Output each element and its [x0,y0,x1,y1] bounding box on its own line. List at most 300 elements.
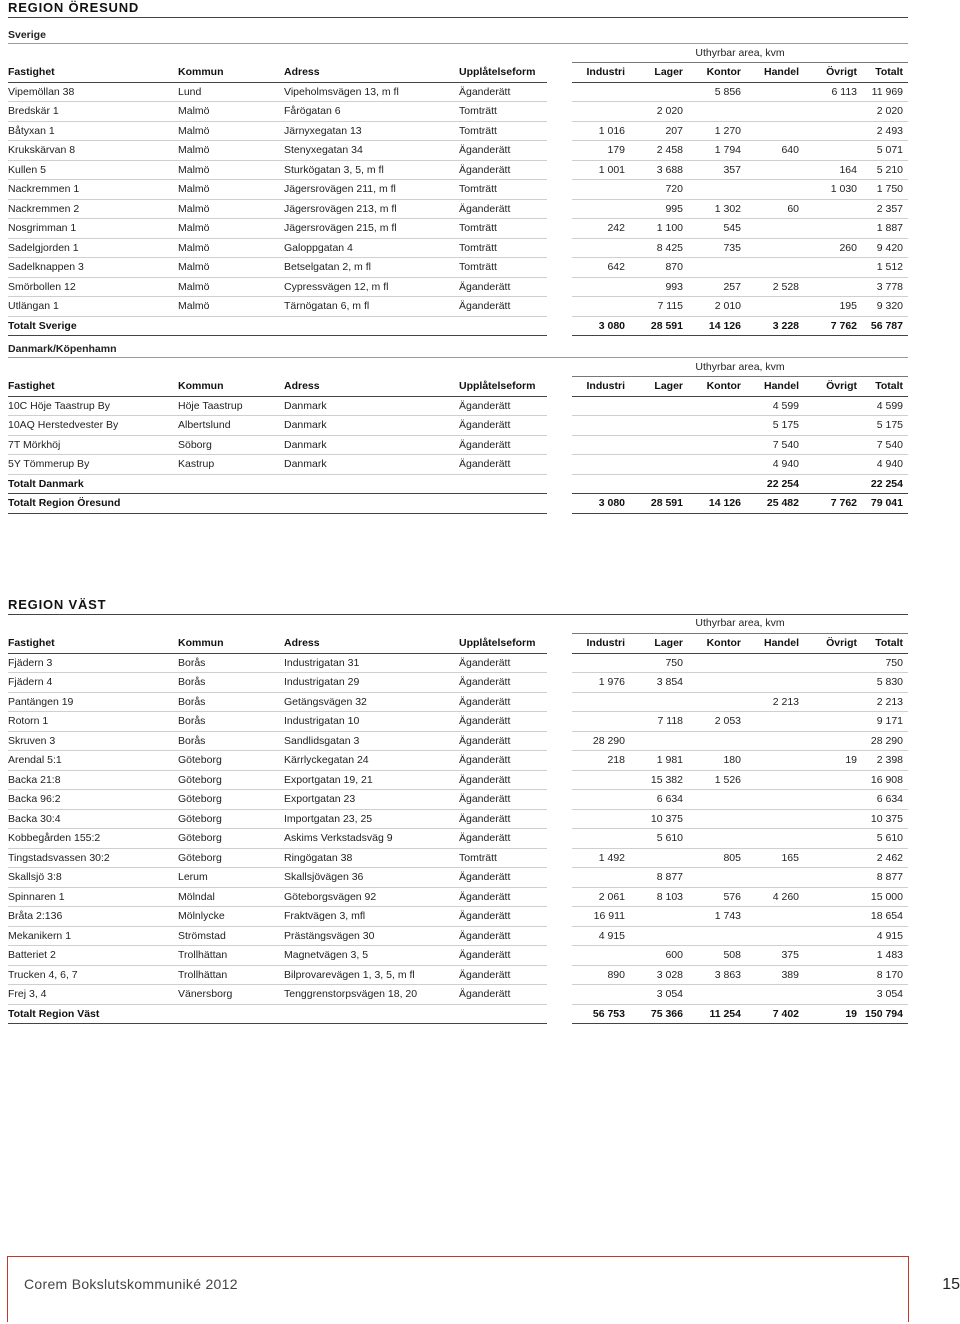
cell-kommun: Malmö [178,258,284,278]
cell-kontor: 11 254 [688,1005,746,1025]
cell-totalt: 79 041 [862,494,908,514]
cell-kontor [688,927,746,947]
cell-lager: 870 [630,258,688,278]
cell-industri [572,278,630,298]
cell-handel [746,673,804,693]
cell-upplatelseform: Äganderätt [459,278,547,298]
cell-adress: Prästängsvägen 30 [284,927,459,947]
cell-industri [572,771,630,791]
cell-lager: 3 054 [630,985,688,1005]
cell-upplatelseform: Äganderätt [459,751,547,771]
cell-lager [630,693,688,713]
table-row [8,771,908,791]
cell-kontor [688,985,746,1005]
header-industri: Industri [572,63,630,83]
cell-industri: 3 080 [572,317,630,337]
table-row [8,985,908,1005]
cell-handel: 7 540 [746,436,804,456]
cell-industri: 1 001 [572,161,630,181]
table-row [8,416,908,436]
cell-kommun [178,317,284,337]
cell-handel [746,985,804,1005]
cell-upplatelseform: Tomträtt [459,849,547,869]
cell-upplatelseform: Äganderätt [459,297,547,317]
footer-title: Corem Bokslutskommuniké 2012 [24,1276,238,1292]
header-lager: Lager [630,63,688,83]
cell-handel [746,771,804,791]
header-upplatelseform: Upplåtelseform [459,63,547,83]
cell-kommun: Malmö [178,278,284,298]
cell-kommun: Malmö [178,200,284,220]
cell-kontor [688,180,746,200]
cell-kontor [688,810,746,830]
cell-upplatelseform: Äganderätt [459,985,547,1005]
cell-handel [746,297,804,317]
table-row [8,161,908,181]
cell-industri: 1 492 [572,849,630,869]
cell-ovrigt [804,985,862,1005]
cell-kommun: Mölndal [178,888,284,908]
cell-industri [572,712,630,732]
cell-fastighet: 10C Höje Taastrup By [8,397,178,417]
cell-handel: 60 [746,200,804,220]
cell-kommun: Göteborg [178,810,284,830]
table-row [8,219,908,239]
cell-industri [572,455,630,475]
cell-kommun: Albertslund [178,416,284,436]
cell-kommun: Vänersborg [178,985,284,1005]
cell-ovrigt [804,122,862,142]
cell-upplatelseform [459,475,547,495]
cell-lager: 600 [630,946,688,966]
cell-industri [572,475,630,495]
cell-totalt: 4 940 [862,455,908,475]
cell-fastighet: 5Y Tömmerup By [8,455,178,475]
cell-lager: 1 100 [630,219,688,239]
cell-upplatelseform: Tomträtt [459,239,547,259]
cell-totalt: 4 599 [862,397,908,417]
cell-totalt: 28 290 [862,732,908,752]
table-row [8,200,908,220]
cell-adress: Kärrlyckegatan 24 [284,751,459,771]
column-gap [547,436,572,456]
column-gap [547,868,572,888]
cell-totalt: 2 493 [862,122,908,142]
cell-ovrigt [804,141,862,161]
column-gap [547,317,572,337]
cell-handel [746,927,804,947]
table-row [8,829,908,849]
cell-adress: Getängsvägen 32 [284,693,459,713]
cell-fastighet: 10AQ Herstedvester By [8,416,178,436]
cell-upplatelseform: Äganderätt [459,810,547,830]
page-number: 15 [942,1276,960,1293]
column-gap [547,712,572,732]
cell-handel [746,829,804,849]
cell-ovrigt [804,673,862,693]
cell-upplatelseform: Äganderätt [459,654,547,674]
cell-kontor [688,416,746,436]
header-upplatelseform: Upplåtelseform [459,634,547,654]
cell-industri [572,297,630,317]
cell-handel: 5 175 [746,416,804,436]
cell-adress: Jägersrovägen 213, m fl [284,200,459,220]
cell-kontor [688,868,746,888]
cell-lager: 993 [630,278,688,298]
cell-industri [572,180,630,200]
cell-adress: Danmark [284,397,459,417]
cell-adress: Sturkögatan 3, 5, m fl [284,161,459,181]
cell-lager: 28 591 [630,494,688,514]
cell-kommun: Borås [178,673,284,693]
cell-totalt: 2 462 [862,849,908,869]
cell-lager: 995 [630,200,688,220]
cell-upplatelseform: Äganderätt [459,907,547,927]
cell-adress: Cypressvägen 12, m fl [284,278,459,298]
table-row [8,868,908,888]
cell-handel [746,102,804,122]
cell-fastighet: Arendal 5:1 [8,751,178,771]
cell-fastighet: Krukskärvan 8 [8,141,178,161]
cell-fastighet: Smörbollen 12 [8,278,178,298]
cell-lager: 7 118 [630,712,688,732]
cell-lager [630,927,688,947]
cell-kommun: Göteborg [178,790,284,810]
cell-upplatelseform: Äganderätt [459,161,547,181]
header-handel: Handel [746,63,804,83]
cell-upplatelseform: Äganderätt [459,966,547,986]
table-row [8,278,908,298]
cell-adress: Danmark [284,455,459,475]
column-gap [547,455,572,475]
column-gap [547,732,572,752]
cell-kommun: Malmö [178,180,284,200]
cell-handel [746,161,804,181]
cell-kommun: Malmö [178,141,284,161]
cell-adress [284,317,459,337]
column-gap [547,927,572,947]
cell-ovrigt [804,790,862,810]
table-row [8,297,908,317]
cell-fastighet: Skruven 3 [8,732,178,752]
table-row [8,141,908,161]
total-row-region-oresund [8,494,908,514]
cell-kontor: 14 126 [688,317,746,337]
header-ovrigt: Övrigt [804,63,862,83]
cell-kontor [688,654,746,674]
area-label-vast: Uthyrbar area, kvm [695,617,785,629]
cell-upplatelseform: Tomträtt [459,122,547,142]
cell-lager [630,455,688,475]
column-gap [547,239,572,259]
cell-adress: Göteborgsvägen 92 [284,888,459,908]
cell-ovrigt [804,732,862,752]
cell-fastighet: Totalt Sverige [8,317,178,337]
cell-industri [572,83,630,103]
cell-upplatelseform [459,494,547,514]
cell-kontor [688,436,746,456]
table-row [8,180,908,200]
cell-handel [746,868,804,888]
column-gap [547,219,572,239]
cell-totalt: 6 634 [862,790,908,810]
table-row [8,790,908,810]
column-gap [547,278,572,298]
cell-lager: 3 854 [630,673,688,693]
cell-kommun: Borås [178,693,284,713]
cell-fastighet: Bredskär 1 [8,102,178,122]
table-row [8,654,908,674]
cell-totalt: 5 175 [862,416,908,436]
cell-adress: Jägersrovägen 215, m fl [284,219,459,239]
cell-adress: Askims Verkstadsväg 9 [284,829,459,849]
column-gap [547,180,572,200]
cell-handel [746,712,804,732]
cell-kommun: Lerum [178,868,284,888]
cell-fastighet: Nosgrimman 1 [8,219,178,239]
column-gap [547,494,572,514]
column-gap [547,377,572,397]
cell-lager [630,436,688,456]
header-adress: Adress [284,63,459,83]
cell-lager: 720 [630,180,688,200]
cell-kommun: Malmö [178,297,284,317]
cell-totalt: 11 969 [862,83,908,103]
cell-upplatelseform: Äganderätt [459,83,547,103]
total-row-sverige [8,317,908,337]
cell-industri: 2 061 [572,888,630,908]
cell-kommun: Malmö [178,219,284,239]
cell-adress: Ringögatan 38 [284,849,459,869]
cell-totalt: 2 357 [862,200,908,220]
column-gap [547,475,572,495]
cell-lager [630,849,688,869]
table-row [8,83,908,103]
cell-industri [572,654,630,674]
column-gap [547,849,572,869]
cell-totalt: 22 254 [862,475,908,495]
cell-kontor [688,732,746,752]
cell-industri [572,790,630,810]
cell-kontor: 576 [688,888,746,908]
cell-upplatelseform: Tomträtt [459,258,547,278]
cell-fastighet: Bråta 2:136 [8,907,178,927]
cell-totalt: 9 171 [862,712,908,732]
cell-handel: 7 402 [746,1005,804,1025]
area-label-sverige: Uthyrbar area, kvm [695,47,785,59]
cell-industri: 56 753 [572,1005,630,1025]
table-row [8,907,908,927]
column-gap [547,673,572,693]
cell-kontor [688,475,746,495]
cell-ovrigt [804,397,862,417]
cell-fastighet: Backa 30:4 [8,810,178,830]
cell-lager: 8 425 [630,239,688,259]
cell-adress: Fårögatan 6 [284,102,459,122]
header-upplatelseform: Upplåtelseform [459,377,547,397]
cell-lager: 2 020 [630,102,688,122]
cell-upplatelseform [459,1005,547,1025]
cell-adress: Exportgatan 19, 21 [284,771,459,791]
column-gap [547,122,572,142]
cell-handel [746,732,804,752]
cell-fastighet: Vipemöllan 38 [8,83,178,103]
cell-adress [284,475,459,495]
cell-fastighet: Kullen 5 [8,161,178,181]
cell-adress: Tärnögatan 6, m fl [284,297,459,317]
cell-ovrigt [804,966,862,986]
cell-totalt: 7 540 [862,436,908,456]
cell-kontor [688,455,746,475]
total-row-danmark [8,475,908,495]
header-row [8,63,908,83]
header-handel: Handel [746,634,804,654]
cell-industri: 179 [572,141,630,161]
cell-lager: 750 [630,654,688,674]
cell-kommun: Borås [178,654,284,674]
cell-lager [630,397,688,417]
cell-kontor: 357 [688,161,746,181]
cell-totalt: 2 398 [862,751,908,771]
cell-fastighet: Sadelknappen 3 [8,258,178,278]
cell-handel: 165 [746,849,804,869]
cell-fastighet: Frej 3, 4 [8,985,178,1005]
cell-fastighet: Tingstadsvassen 30:2 [8,849,178,869]
cell-fastighet: Skallsjö 3:8 [8,868,178,888]
cell-handel [746,258,804,278]
cell-adress: Sandlidsgatan 3 [284,732,459,752]
cell-kommun: Höje Taastrup [178,397,284,417]
cell-fastighet: Totalt Danmark [8,475,178,495]
cell-kontor [688,693,746,713]
header-industri: Industri [572,634,630,654]
cell-handel [746,122,804,142]
cell-kontor [688,102,746,122]
cell-kommun: Kastrup [178,455,284,475]
cell-lager: 75 366 [630,1005,688,1025]
cell-handel [746,180,804,200]
header-totalt: Totalt [862,634,908,654]
cell-fastighet: Totalt Region Väst [8,1005,178,1025]
cell-fastighet: Kobbegården 155:2 [8,829,178,849]
cell-ovrigt [804,278,862,298]
table-row [8,810,908,830]
column-gap [547,63,572,83]
cell-ovrigt [804,102,862,122]
cell-handel: 4 599 [746,397,804,417]
cell-upplatelseform: Äganderätt [459,141,547,161]
cell-adress: Magnetvägen 3, 5 [284,946,459,966]
cell-kommun: Söborg [178,436,284,456]
cell-adress: Industrigatan 31 [284,654,459,674]
cell-kommun: Malmö [178,161,284,181]
column-gap [547,888,572,908]
cell-upplatelseform [459,317,547,337]
cell-industri [572,946,630,966]
cell-totalt: 9 420 [862,239,908,259]
sverige-table [8,63,908,336]
table-row [8,693,908,713]
cell-lager: 207 [630,122,688,142]
cell-ovrigt [804,436,862,456]
cell-adress [284,494,459,514]
column-gap [547,161,572,181]
cell-totalt: 8 170 [862,966,908,986]
cell-fastighet: Mekanikern 1 [8,927,178,947]
cell-industri [572,200,630,220]
cell-handel: 25 482 [746,494,804,514]
table-row [8,239,908,259]
sverige-subtitle: Sverige [8,29,908,44]
cell-ovrigt [804,810,862,830]
cell-adress: Skallsjövägen 36 [284,868,459,888]
cell-upplatelseform: Äganderätt [459,927,547,947]
cell-kontor: 2 053 [688,712,746,732]
cell-industri [572,985,630,1005]
cell-kommun: Göteborg [178,829,284,849]
cell-totalt: 8 877 [862,868,908,888]
table-row [8,436,908,456]
cell-industri: 28 290 [572,732,630,752]
table-row [8,732,908,752]
header-kommun: Kommun [178,377,284,397]
cell-adress: Jägersrovägen 211, m fl [284,180,459,200]
cell-kommun: Malmö [178,102,284,122]
cell-kontor: 180 [688,751,746,771]
header-kontor: Kontor [688,63,746,83]
cell-ovrigt [804,455,862,475]
cell-handel [746,654,804,674]
cell-fastighet: 7T Mörkhöj [8,436,178,456]
header-handel: Handel [746,377,804,397]
cell-lager: 10 375 [630,810,688,830]
cell-industri: 890 [572,966,630,986]
cell-upplatelseform: Äganderätt [459,397,547,417]
cell-industri: 16 911 [572,907,630,927]
cell-handel [746,751,804,771]
cell-lager: 15 382 [630,771,688,791]
column-gap [547,1005,572,1025]
cell-adress: Industrigatan 10 [284,712,459,732]
cell-industri: 242 [572,219,630,239]
cell-ovrigt [804,946,862,966]
cell-upplatelseform: Äganderätt [459,416,547,436]
cell-adress: Industrigatan 29 [284,673,459,693]
cell-kommun: Göteborg [178,751,284,771]
cell-ovrigt: 1 030 [804,180,862,200]
column-gap [547,200,572,220]
table-row [8,888,908,908]
cell-totalt: 18 654 [862,907,908,927]
cell-fastighet: Backa 21:8 [8,771,178,791]
header-adress: Adress [284,634,459,654]
header-row [8,377,908,397]
cell-adress: Exportgatan 23 [284,790,459,810]
table-row [8,927,908,947]
cell-kontor: 1 743 [688,907,746,927]
cell-kommun: Malmö [178,122,284,142]
cell-ovrigt: 19 [804,1005,862,1025]
cell-adress: Fraktvägen 3, mfl [284,907,459,927]
cell-industri: 1 016 [572,122,630,142]
cell-ovrigt [804,258,862,278]
cell-kontor: 1 270 [688,122,746,142]
cell-handel [746,219,804,239]
cell-kontor: 5 856 [688,83,746,103]
cell-lager: 3 028 [630,966,688,986]
cell-upplatelseform: Äganderätt [459,868,547,888]
cell-ovrigt [804,829,862,849]
